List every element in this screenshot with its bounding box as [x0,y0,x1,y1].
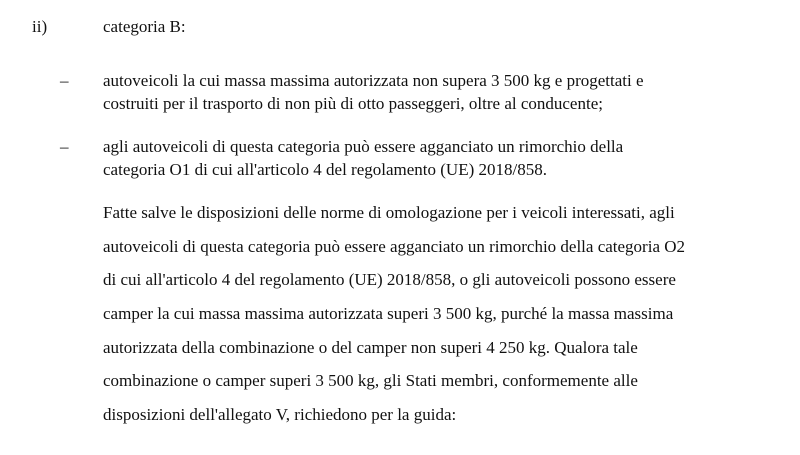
bullet-text-line: agli autoveicoli di questa categoria può essere agganciato un rimorchio della [103,137,624,156]
paragraph-line: disposizioni dell'allegato V, richiedono per la guida: [103,405,457,424]
category-heading: categoria B: [103,17,186,36]
paragraph-line: Fatte salve le disposizioni delle norme di omologazione per i veicoli interessati, agli [103,203,675,222]
bullet-dash: – [60,71,69,90]
bullet-text-line: costruiti per il trasporto di non più di otto passeggeri, oltre al conducente; [103,94,603,113]
paragraph-line: di cui all'articolo 4 del regolamento (UE) 2018/858, o gli autoveicoli possono essere [103,270,676,289]
paragraph-line: autoveicoli di questa categoria può essere agganciato un rimorchio della categoria O2 [103,237,686,256]
bullet-dash: – [60,137,69,156]
bullet-text-line: autoveicoli la cui massa massima autorizzata non supera 3 500 kg e progettati e [103,71,644,90]
list-marker: ii) [32,17,48,36]
paragraph-line: autorizzata della combinazione o del camper non superi 4 250 kg. Qualora tale [103,338,638,357]
paragraph-line: camper la cui massa massima autorizzata superi 3 500 kg, purché la massa massima [103,304,674,323]
bullet-text-line: categoria O1 di cui all'articolo 4 del regolamento (UE) 2018/858. [103,160,547,179]
paragraph-line: combinazione o camper superi 3 500 kg, gli Stati membri, conformemente alle [103,371,638,390]
